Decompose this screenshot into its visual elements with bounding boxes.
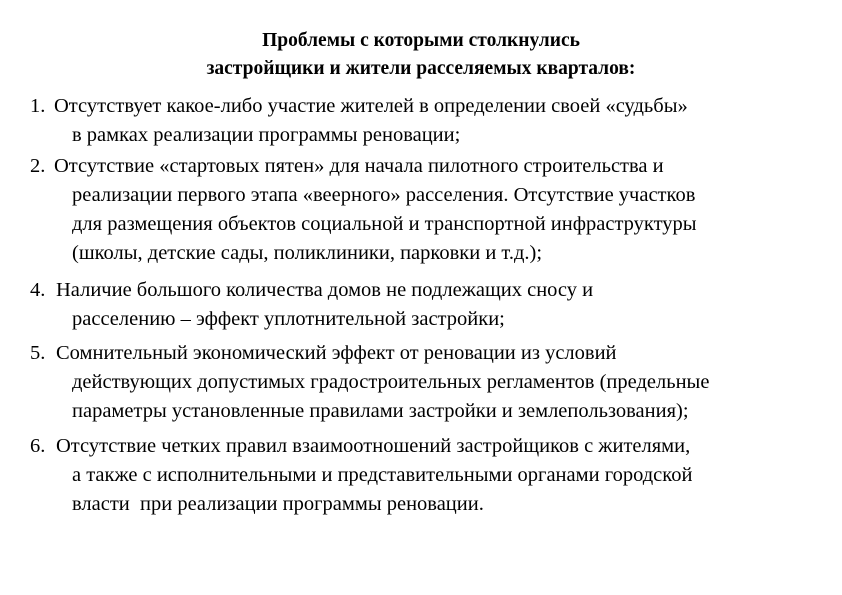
item-line: (школы, детские сады, поликлиники, парковки и т.д.);: [72, 242, 543, 264]
item-line: параметры установленные правилами застройки и землепользования);: [72, 400, 689, 422]
item-number: 6.: [30, 435, 46, 457]
item-number: 5.: [30, 342, 46, 364]
item-line: расселению – эффект уплотнительной застройки;: [72, 308, 505, 330]
item-line: для размещения объектов социальной и транспортной инфраструктуры: [72, 213, 697, 235]
item-line: Отсутствие «стартовых пятен» для начала пилотного строительства и: [54, 155, 664, 177]
item-line: Наличие большого количества домов не подлежащих сносу и: [56, 279, 594, 301]
title-line: застройщики и жители расселяемых кварталов:: [206, 58, 636, 79]
item-line: реализации первого этапа «веерного» расселения. Отсутствие участков: [72, 184, 696, 206]
item-number: 2.: [30, 155, 46, 177]
item-line: Сомнительный экономический эффект от реновации из условий: [56, 342, 617, 364]
item-line: а также с исполнительными и представительными органами городской: [72, 464, 693, 486]
item-line: Отсутствие четких правил взаимоотношений застройщиков с жителями,: [56, 435, 691, 457]
item-number: 1.: [30, 95, 46, 117]
item-line: Отсутствует какое-либо участие жителей в определении своей «судьбы»: [54, 95, 688, 117]
item-line: власти при реализации программы реновации.: [72, 493, 484, 515]
title-line: Проблемы с которыми столкнулись: [262, 30, 580, 51]
item-line: действующих допустимых градостроительных регламентов (предельные: [72, 371, 710, 393]
item-number: 4.: [30, 279, 46, 301]
item-line: в рамках реализации программы реновации;: [72, 124, 461, 146]
